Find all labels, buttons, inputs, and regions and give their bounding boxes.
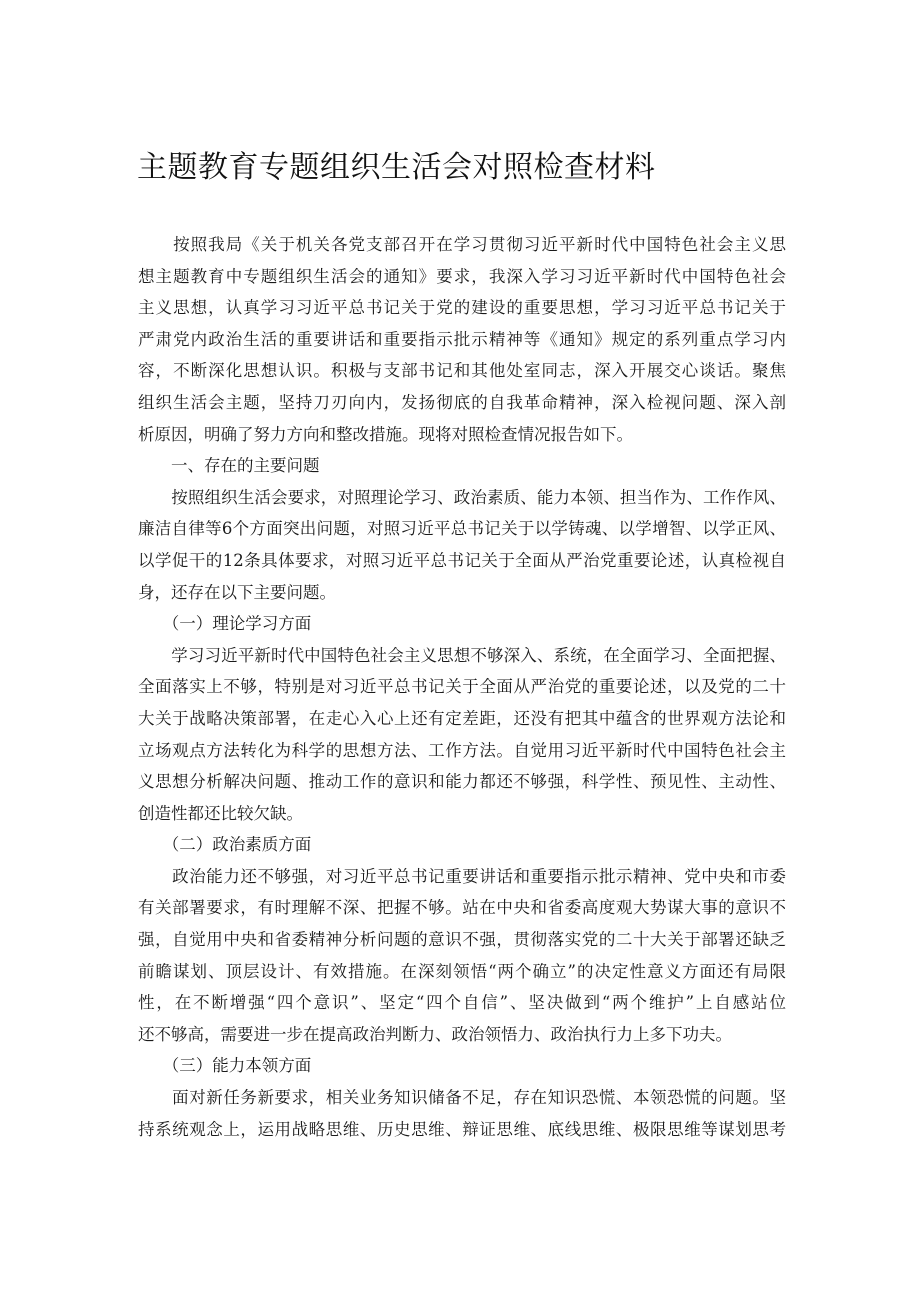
paragraph-line: 析原因，明确了努力方向和整改措施。现将对照检查情况报告如下。 <box>138 424 633 444</box>
paragraph-line: 有关部署要求，有时理解不深、把握不够。站在中央和省委高度观大势谋大事的意识不 <box>138 898 786 918</box>
paragraph-line: 创造性都还比较欠缺。 <box>138 803 303 823</box>
paragraph-line: 主义思想，认真学习习近平总书记关于党的建设的重要思想，学习习近平总书记关于 <box>138 298 786 318</box>
paragraph-line: 大关于战略决策部署，在走心入心上还有定差距，还没有把其中蕴含的世界观方法论和 <box>138 708 786 728</box>
paragraph-line: 按照我局《关于机关各党支部召开在学习贯彻习近平新时代中国特色社会主义思 <box>138 235 786 254</box>
paragraph-line: 性，在不断增强“四个意识”、坚定“四个自信”、坚决做到“两个维护”上自感站位 <box>138 993 786 1013</box>
paragraph-line: 廉洁自律等6个方面突出问题，对照习近平总书记关于以学铸魂、以学增智、以学正风、 <box>138 519 786 539</box>
subsection-heading: （一）理论学习方面 <box>138 614 312 634</box>
paragraph-line: 面对新任务新要求，相关业务知识储备不足，存在知识恐慌、本领恐慌的问题。坚 <box>138 1088 786 1108</box>
paragraph-line: 组织生活会主题，坚持刀刃向内，发扬彻底的自我革命精神，深入检视问题、深入剖 <box>138 392 786 412</box>
paragraph-line: 按照组织生活会要求，对照理论学习、政治素质、能力本领、担当作为、工作作风、 <box>138 487 786 507</box>
paragraph-line: 持系统观念上，运用战略思维、历史思维、辩证思维、底线思维、极限思维等谋划思考 <box>138 1119 786 1139</box>
section-heading: 一、存在的主要问题 <box>138 456 320 476</box>
paragraph-line: 政治能力还不够强，对习近平总书记重要讲话和重要指示批示精神、党中央和市委 <box>138 866 786 886</box>
document-title: 主题教育专题组织生活会对照检查材料 <box>137 150 656 185</box>
subsection-heading: （三）能力本领方面 <box>138 1056 312 1076</box>
paragraph-line: 想主题教育中专题组织生活会的通知》要求，我深入学习习近平新时代中国特色社会 <box>138 266 786 286</box>
subsection-heading: （二）政治素质方面 <box>138 835 312 855</box>
paragraph-line: 身，还存在以下主要问题。 <box>138 582 336 602</box>
paragraph-line: 前瞻谋划、顶层设计、有效措施。在深刻领悟“两个确立”的决定性意义方面还有局限 <box>138 961 786 981</box>
paragraph-line: 容，不断深化思想认识。积极与支部书记和其他处室同志，深入开展交心谈话。聚焦 <box>138 361 786 381</box>
paragraph-line: 严肃党内政治生活的重要讲话和重要指示批示精神等《通知》规定的系列重点学习内 <box>138 329 786 349</box>
paragraph-line: 强，自觉用中央和省委精神分析问题的意识不强，贯彻落实党的二十大关于部署还缺乏 <box>138 930 786 950</box>
paragraph-line: 学习习近平新时代中国特色社会主义思想不够深入、系统，在全面学习、全面把握、 <box>138 645 786 665</box>
document-body <box>138 229 786 1145</box>
paragraph-line: 还不够高，需要进一步在提高政治判断力、政治领悟力、政治执行力上多下功夫。 <box>138 1024 732 1044</box>
paragraph-line: 以学促干的12条具体要求，对照习近平总书记关于全面从严治党重要论述，认真检视自 <box>138 550 786 570</box>
paragraph-line: 立场观点方法转化为科学的思想方法、工作方法。自觉用习近平新时代中国特色社会主 <box>138 740 786 760</box>
paragraph-line: 全面落实上不够，特别是对习近平总书记关于全面从严治党的重要论述，以及党的二十 <box>138 677 786 697</box>
paragraph-line: 义思想分析解决问题、推动工作的意识和能力都还不够强，科学性、预见性、主动性、 <box>138 772 786 792</box>
